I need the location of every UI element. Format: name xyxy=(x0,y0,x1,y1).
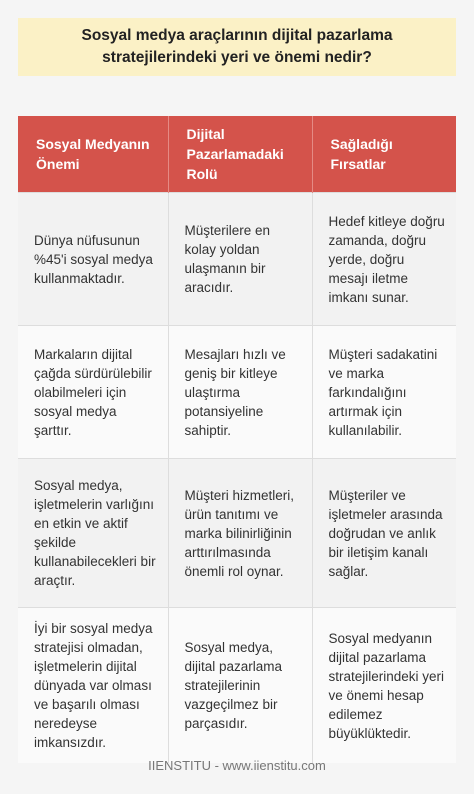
table-cell: Markaların dijital çağda sürdürülebilir olabilmeleri için sosyal medya şarttır. xyxy=(18,326,168,459)
table-cell: İyi bir sosyal medya stratejisi olmadan, işletmelerin dijital dünyada var olması ve başarılı olması neredeyse imkansızdır. xyxy=(18,608,168,764)
table-cell: Sosyal medyanın dijital pazarlama stratejilerindeki yeri ve önemi hesap edilemez büyüklüktedir. xyxy=(312,608,456,764)
table-row xyxy=(18,608,456,764)
table-header-row xyxy=(18,116,456,193)
title-banner xyxy=(18,18,456,76)
table-cell: Müşteri hizmetleri, ürün tanıtımı ve marka bilinirliğinin arttırılmasında önemli rol oynar. xyxy=(168,459,312,608)
table-cell: Müşteriler ve işletmeler arasında doğrudan ve anlık bir iletişim kanalı sağlar. xyxy=(312,459,456,608)
table-cell: Mesajları hızlı ve geniş bir kitleye ulaştırma potansiyeline sahiptir. xyxy=(168,326,312,459)
table-cell: Müşterilere en kolay yoldan ulaşmanın bir aracıdır. xyxy=(168,193,312,326)
table-cell: Müşteri sadakatini ve marka farkındalığını artırmak için kullanılabilir. xyxy=(312,326,456,459)
page-title: Sosyal medya araçlarının dijital pazarlama stratejilerindeki yeri ve önemi nedir? xyxy=(81,27,393,66)
header-role: Dijital Pazarlamadaki Rolü xyxy=(168,116,312,193)
table-row xyxy=(18,459,456,608)
header-importance: Sosyal Medyanın Önemi xyxy=(18,116,168,193)
table-cell: Sosyal medya, dijital pazarlama stratejilerinin vazgeçilmez bir parçasıdır. xyxy=(168,608,312,764)
table-cell: Dünya nüfusunun %45'i sosyal medya kullanmaktadır. xyxy=(18,193,168,326)
header-opportunities: Sağladığı Fırsatlar xyxy=(312,116,456,193)
table-row xyxy=(18,326,456,459)
footer-credit: IIENSTITU - www.iienstitu.com xyxy=(148,758,326,773)
table-row xyxy=(18,193,456,326)
table-cell: Sosyal medya, işletmelerin varlığını en etkin ve aktif şekilde kullanabilecekleri bir araçtır. xyxy=(18,459,168,608)
table-cell: Hedef kitleye doğru zamanda, doğru yerde, doğru mesajı iletme imkanı sunar. xyxy=(312,193,456,326)
comparison-table xyxy=(18,116,456,763)
